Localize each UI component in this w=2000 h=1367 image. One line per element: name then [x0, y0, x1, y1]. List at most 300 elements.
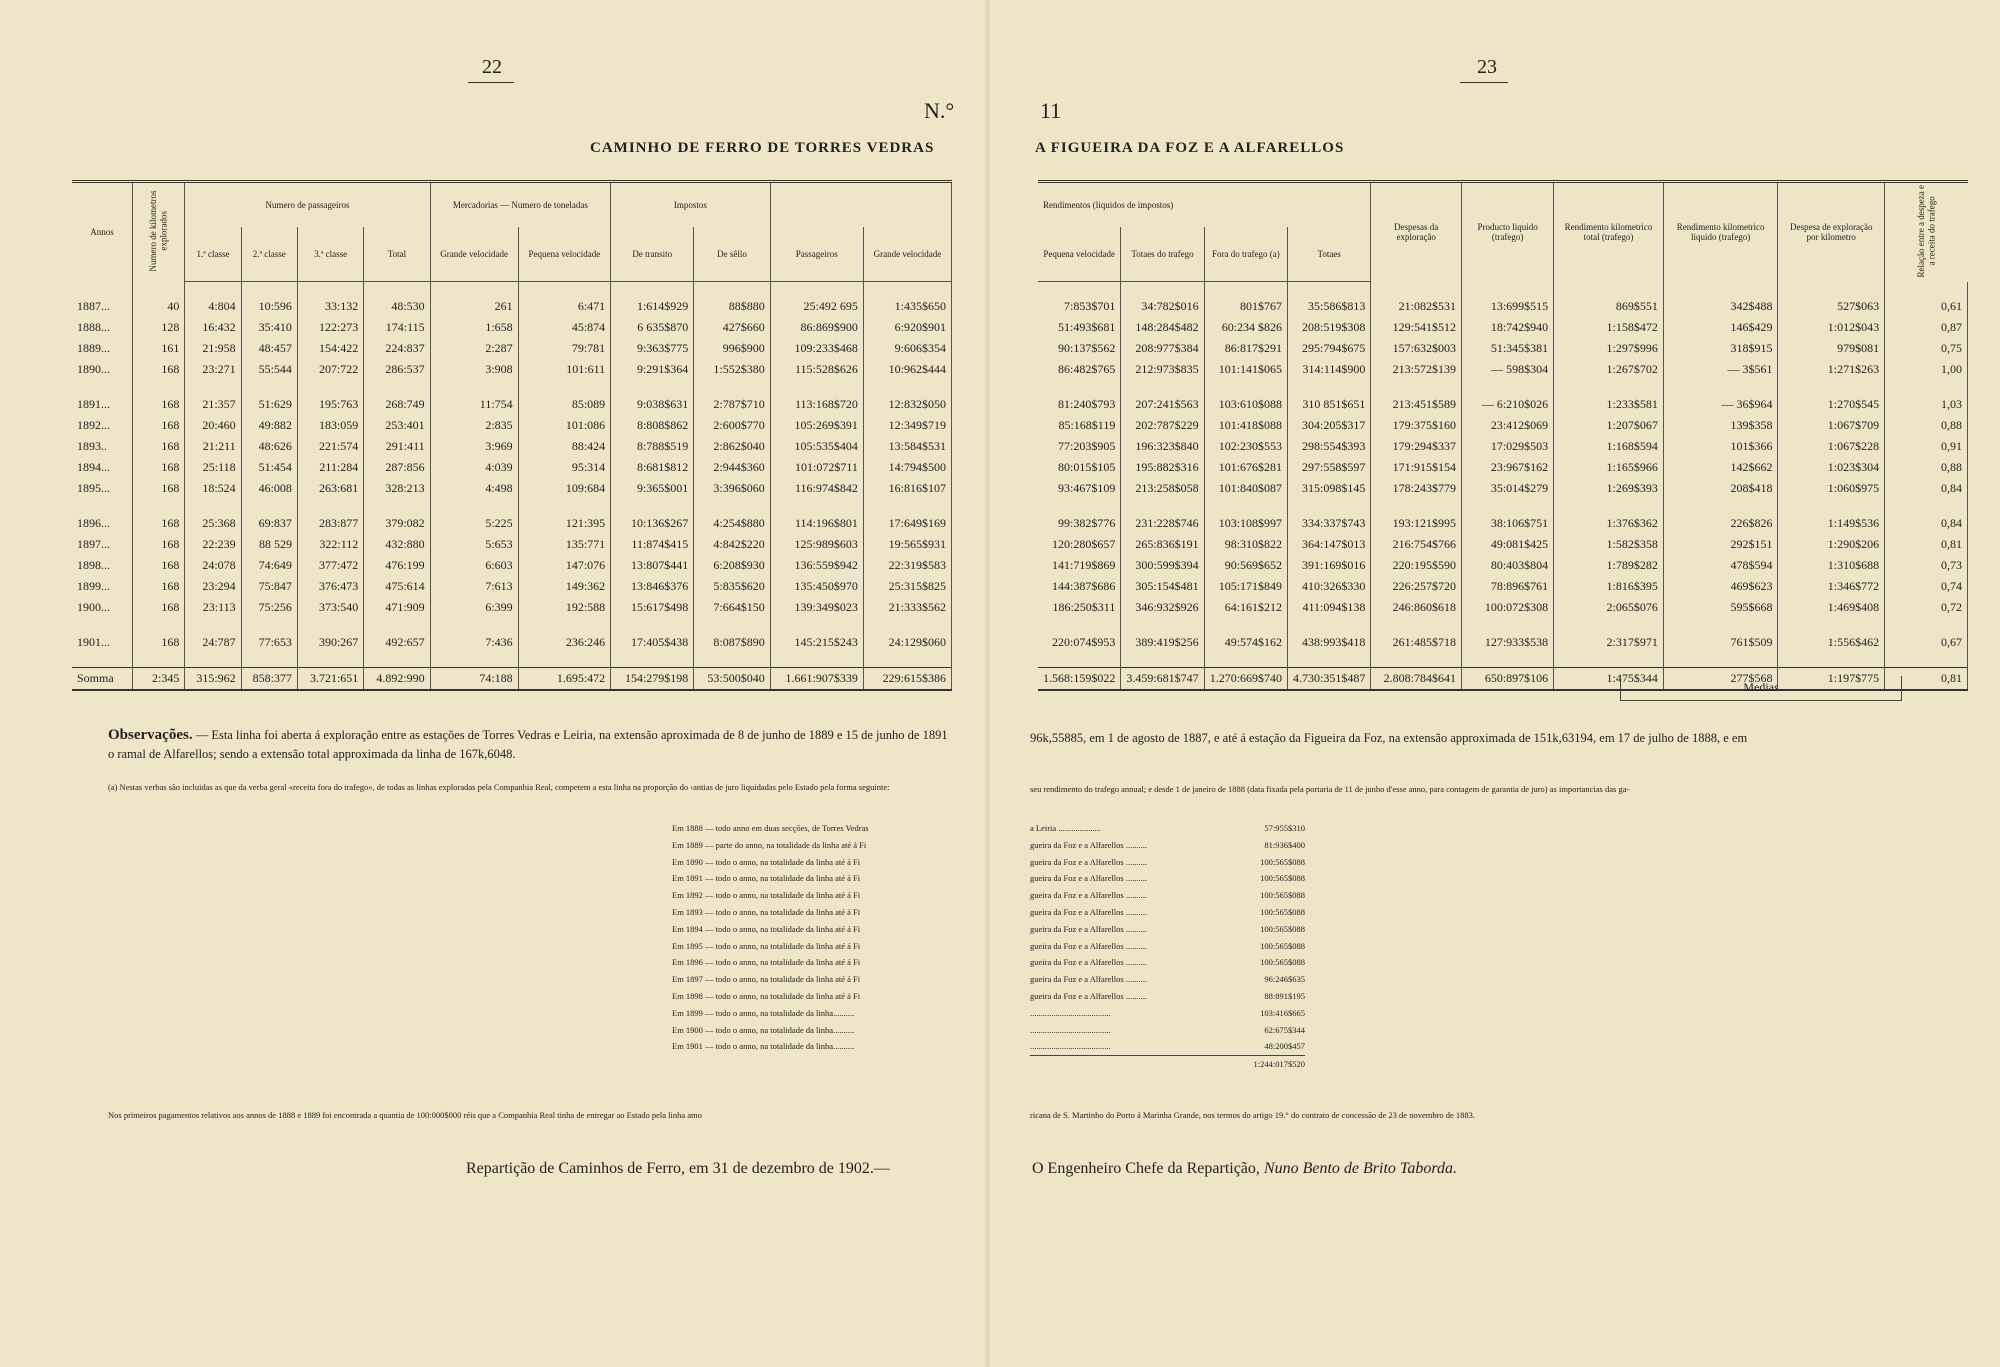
left-table-cell: 17:405$438	[611, 632, 694, 653]
right-table-cell: 93:467$109	[1038, 478, 1121, 499]
left-table-cell: 5:835$620	[694, 576, 770, 597]
left-list-item: Em 1891 — todo o anno, na totalidade da linha até á Fi	[672, 873, 861, 884]
right-table-cell: 0,61	[1885, 296, 1968, 317]
header-classe1: 1.ª classe	[185, 227, 241, 282]
right-table-cell: 120:280$657	[1038, 534, 1121, 555]
left-table-cell: 4:254$880	[694, 513, 770, 534]
header-km: Numero de kilometros explorados	[133, 182, 185, 282]
left-table-cell: 149:362	[518, 576, 610, 597]
left-table-cell: 115:528$626	[770, 359, 863, 380]
left-table-sum-cell: 1.661:907$339	[770, 668, 863, 691]
right-table-cell: 34:782$016	[1121, 296, 1204, 317]
right-table-cell: 213:258$058	[1121, 478, 1204, 499]
right-table-cell: 17:029$503	[1462, 436, 1554, 457]
header-anos: Annos	[72, 182, 133, 282]
right-list-item	[1030, 938, 1305, 955]
right-table-cell: 21:082$531	[1371, 296, 1462, 317]
right-list-value: 96:246$635	[1264, 974, 1305, 985]
right-table-cell: 0,84	[1885, 513, 1968, 534]
right-table-cell: 144:387$686	[1038, 576, 1121, 597]
left-table-cell: 168	[133, 576, 185, 597]
left-table-row	[72, 478, 952, 499]
right-table-cell: 869$551	[1554, 296, 1664, 317]
left-table-row	[72, 632, 952, 653]
left-table-cell: 21:958	[185, 338, 241, 359]
left-table-cell: 101:611	[518, 359, 610, 380]
right-table-cell: 979$081	[1778, 338, 1885, 359]
left-table-cell: 122:273	[297, 317, 363, 338]
left-table-cell: 9:606$354	[863, 338, 951, 359]
right-table-cell: 193:121$995	[1371, 513, 1462, 534]
left-table-cell: 6:399	[430, 597, 518, 618]
left-table-cell: 101:086	[518, 415, 610, 436]
right-table-row	[1038, 597, 1968, 618]
right-table-cell: 81:240$793	[1038, 394, 1121, 415]
right-table-cell: 1:165$966	[1554, 457, 1664, 478]
left-table-cell: 139:349$023	[770, 597, 863, 618]
left-table-cell: 161	[133, 338, 185, 359]
left-table-cell: 116:974$842	[770, 478, 863, 499]
left-table-cell: 109:233$468	[770, 338, 863, 359]
left-table-sum-cell: 4.892:990	[364, 668, 430, 691]
footer-right	[1032, 1160, 1457, 1178]
left-table-cell: 105:269$391	[770, 415, 863, 436]
left-table-row	[72, 534, 952, 555]
header-transito: De transito	[611, 227, 694, 282]
left-table-cell: 121:395	[518, 513, 610, 534]
header-pequena-right: Pequena velocidade	[1038, 227, 1121, 282]
right-table-cell: 761$509	[1663, 632, 1778, 653]
left-table-cell: 2:944$360	[694, 457, 770, 478]
right-table-cell: 101:141$065	[1204, 359, 1287, 380]
right-list-item	[1030, 954, 1305, 971]
left-table-cell: 328:213	[364, 478, 430, 499]
observations-continued: 96k,55885, em 1 de agosto de 1887, e até á estação da Figueira da Foz, na extensão approximada de 151k,63194, em 17 de julho de 1888, e em	[1030, 731, 1748, 745]
left-table-cell: 21:211	[185, 436, 241, 457]
left-table-cell: 390:267	[297, 632, 363, 653]
header-impostos: Impostos	[611, 182, 771, 228]
right-table-cell: 246:860$618	[1371, 597, 1462, 618]
right-table-cell: 364:147$013	[1288, 534, 1371, 555]
right-list-item	[1030, 971, 1305, 988]
left-table-cell: 48:626	[241, 436, 297, 457]
right-table-cell: 195:882$316	[1121, 457, 1204, 478]
right-table-cell: 226:257$720	[1371, 576, 1462, 597]
right-table-cell: 1:168$594	[1554, 436, 1664, 457]
left-table-cell: 25:368	[185, 513, 241, 534]
right-table-cell: 1,00	[1885, 359, 1968, 380]
left-list-item: Em 1894 — todo o anno, na totalidade da linha até á Fi	[672, 923, 861, 934]
left-table-cell: 427$660	[694, 317, 770, 338]
right-list-value: 100:565$088	[1260, 890, 1305, 901]
left-table-cell: 24:787	[185, 632, 241, 653]
left-table-cell: 2:600$770	[694, 415, 770, 436]
right-table-cell: 315:098$145	[1288, 478, 1371, 499]
left-table-cell: 18:524	[185, 478, 241, 499]
title-left: CAMINHO DE FERRO DE TORRES VEDRAS	[590, 140, 935, 156]
left-table-cell: 471:909	[364, 597, 430, 618]
right-table-cell: 13:699$515	[1462, 296, 1554, 317]
left-table-cell: 168	[133, 359, 185, 380]
left-table-sum-cell: 53:500$040	[694, 668, 770, 691]
left-table-cell: 183:059	[297, 415, 363, 436]
page-number-underline	[468, 82, 514, 83]
left-list-item: Em 1898 — todo o anno, na totalidade da linha até á Fi	[672, 990, 861, 1001]
left-table-cell: 22:239	[185, 534, 241, 555]
right-table-cell: 212:973$835	[1121, 359, 1204, 380]
right-table-cell: 314:114$900	[1288, 359, 1371, 380]
left-table-cell: 125:989$603	[770, 534, 863, 555]
right-table-cell: 801$767	[1204, 296, 1287, 317]
right-table-cell: 103:610$088	[1204, 394, 1287, 415]
left-table-cell: 135:771	[518, 534, 610, 555]
right-table-row	[1038, 457, 1968, 478]
right-table-row	[1038, 478, 1968, 499]
left-table-cell: 168	[133, 457, 185, 478]
right-table-cell: 18:742$940	[1462, 317, 1554, 338]
left-table-cell: 8:808$862	[611, 415, 694, 436]
right-table-cell: 23:967$162	[1462, 457, 1554, 478]
right-table-cell: 86:817$291	[1204, 338, 1287, 359]
left-table-row	[72, 513, 952, 534]
left-table-cell: 24:129$060	[863, 632, 951, 653]
right-table-cell: 231:228$746	[1121, 513, 1204, 534]
left-table-row	[72, 296, 952, 317]
right-table-cell: 216:754$766	[1371, 534, 1462, 555]
right-list-value: 81:936$400	[1264, 839, 1305, 850]
right-table-cell: 129:541$512	[1371, 317, 1462, 338]
right-list-item	[1030, 887, 1305, 904]
right-table-cell: 0,75	[1885, 338, 1968, 359]
right-table-cell: 0,87	[1885, 317, 1968, 338]
left-table-cell: 13:584$531	[863, 436, 951, 457]
right-table-row	[1038, 317, 1968, 338]
number-sign: N.°	[924, 98, 955, 123]
left-table-cell: 168	[133, 555, 185, 576]
left-table-cell: 13:846$376	[611, 576, 694, 597]
page-number-right: 23	[1477, 56, 1497, 78]
right-table-cell: 1:233$581	[1554, 394, 1664, 415]
right-table-cell: 334:337$743	[1288, 513, 1371, 534]
left-table-cell: 17:649$169	[863, 513, 951, 534]
left-list-item: Em 1893 — todo o anno, na totalidade da linha até á Fi	[672, 906, 861, 917]
right-table-cell: 196:323$840	[1121, 436, 1204, 457]
right-table-cell: 298:554$393	[1288, 436, 1371, 457]
right-list-item	[1030, 921, 1305, 938]
left-table-body	[72, 282, 952, 691]
left-table-cell: 1:658	[430, 317, 518, 338]
left-table-cell: 15:617$498	[611, 597, 694, 618]
right-table-cell: 49:574$162	[1204, 632, 1287, 653]
header-passengers: Numero de passageiros	[185, 182, 430, 228]
left-table-cell: 85:089	[518, 394, 610, 415]
left-table-cell: 45:874	[518, 317, 610, 338]
right-table-cell: 171:915$154	[1371, 457, 1462, 478]
right-table-cell: 310 851$651	[1288, 394, 1371, 415]
left-table-cell: 1897...	[72, 534, 133, 555]
right-table-cell: 208$418	[1663, 478, 1778, 499]
left-table-sum-cell: 3.721:651	[297, 668, 363, 691]
right-table-cell: 35:586$813	[1288, 296, 1371, 317]
right-table-cell: 80:403$804	[1462, 555, 1554, 576]
right-table-row	[1038, 394, 1968, 415]
medias-label: Medias	[1620, 676, 1902, 701]
right-list-item	[1030, 870, 1305, 887]
page-number-underline-right	[1460, 82, 1508, 83]
left-table-cell: 9:365$001	[611, 478, 694, 499]
right-table-cell: 90:569$652	[1204, 555, 1287, 576]
left-table-cell: 475:614	[364, 576, 430, 597]
right-table-cell: 1,03	[1885, 394, 1968, 415]
left-table-cell: 221:574	[297, 436, 363, 457]
right-table-cell: 0,88	[1885, 415, 1968, 436]
right-list-label: ......................................	[1030, 1041, 1111, 1052]
right-table-cell: 23:412$069	[1462, 415, 1554, 436]
header-relacao: Relação entre a despeza e a receita do trafego	[1915, 184, 1937, 278]
left-table-cell: 25:315$825	[863, 576, 951, 597]
left-table-cell: 136:559$942	[770, 555, 863, 576]
left-table-cell: 20:460	[185, 415, 241, 436]
left-table-cell: 51:454	[241, 457, 297, 478]
left-table-cell: 74:649	[241, 555, 297, 576]
right-table-row	[1038, 296, 1968, 317]
left-table-row	[72, 457, 952, 478]
left-table-cell: 86:869$900	[770, 317, 863, 338]
note-a: (a) Nestas verbas são incluidas as que da verba geral «receita fora do trafego», de todas as linhas exploradas pela Companhia Real, competem a esta linha na proporção do ›antias de juro liquidadas pelo Estado pela forma seguinte:	[108, 782, 890, 792]
header-passageiros: Passageiros	[770, 227, 863, 282]
left-table-cell: 113:168$720	[770, 394, 863, 415]
title-right: A FIGUEIRA DA FOZ E A ALFARELLOS	[1035, 140, 1345, 156]
right-table-cell: 1:290$206	[1778, 534, 1885, 555]
right-table-cell: 157:632$003	[1371, 338, 1462, 359]
right-table-row	[1038, 513, 1968, 534]
right-table-cell: 389:419$256	[1121, 632, 1204, 653]
right-list-label: gueira da Foz e a Alfarellos ..........	[1030, 890, 1148, 901]
left-table-cell: 25:492 695	[770, 296, 863, 317]
right-list-item	[1030, 854, 1305, 871]
right-table-cell: — 3$561	[1663, 359, 1778, 380]
row-gap	[72, 618, 952, 632]
right-table-cell: 186:250$311	[1038, 597, 1121, 618]
left-table-cell: 3:396$060	[694, 478, 770, 499]
right-list-label: gueira da Foz e a Alfarellos ..........	[1030, 856, 1148, 867]
left-table-cell: 6:471	[518, 296, 610, 317]
left-table-cell: 2:287	[430, 338, 518, 359]
right-table-cell: 1:267$702	[1554, 359, 1664, 380]
left-list-item: Em 1900 — todo o anno, na totalidade da linha..........	[672, 1024, 855, 1035]
right-list-total: 1:244:017$520	[1030, 1055, 1305, 1073]
right-table-cell: 101$366	[1663, 436, 1778, 457]
right-list-item	[1030, 837, 1305, 854]
left-table-cell: 13:807$441	[611, 555, 694, 576]
right-table-cell: 178:243$779	[1371, 478, 1462, 499]
right-table-row	[1038, 338, 1968, 359]
left-table-cell: 1892...	[72, 415, 133, 436]
right-list-item	[1030, 1038, 1305, 1055]
left-table-cell: 2:787$710	[694, 394, 770, 415]
bottom-note-right: ricana de S. Martinho do Porto á Marinha Grande, nos termos do artigo 19.° do contrato de concessão de 23 de novembro de 1883.	[1030, 1110, 1476, 1120]
right-table-cell: 261:485$718	[1371, 632, 1462, 653]
left-table-cell: 12:832$050	[863, 394, 951, 415]
left-table-cell: 88$880	[694, 296, 770, 317]
right-table-row	[1038, 534, 1968, 555]
right-table-cell: — 6:210$026	[1462, 394, 1554, 415]
right-table-cell: 213:572$139	[1371, 359, 1462, 380]
right-page	[990, 0, 2000, 1367]
right-table-cell: 38:106$751	[1462, 513, 1554, 534]
left-table-cell: 135:450$970	[770, 576, 863, 597]
row-gap	[72, 653, 952, 668]
right-table-cell: 105:171$849	[1204, 576, 1287, 597]
left-table-cell: 109:684	[518, 478, 610, 499]
right-table-cell: 103:108$997	[1204, 513, 1287, 534]
right-table-cell: 1:789$282	[1554, 555, 1664, 576]
right-table-cell: 295:794$675	[1288, 338, 1371, 359]
right-table-cell: 1:060$975	[1778, 478, 1885, 499]
left-table-row	[72, 317, 952, 338]
header-rend-km-total: Rendimento kilometrico total (trafego)	[1554, 182, 1664, 282]
right-table-cell: 1:207$067	[1554, 415, 1664, 436]
left-table-sum-cell: Somma	[72, 668, 133, 691]
right-table-cell: 0,91	[1885, 436, 1968, 457]
left-table-cell: 5:225	[430, 513, 518, 534]
left-table-cell: 11:874$415	[611, 534, 694, 555]
footer-signature: Nuno Bento de Brito Taborda.	[1263, 1160, 1457, 1177]
right-list-label: gueira da Foz e a Alfarellos ..........	[1030, 940, 1148, 951]
right-table-cell: 127:933$538	[1462, 632, 1554, 653]
right-list-value: 88:891$195	[1264, 990, 1305, 1001]
left-table-row	[72, 597, 952, 618]
header-mercadorias: Mercadorias — Numero de toneladas	[430, 182, 611, 228]
header-producto: Producto liquido (trafego)	[1462, 182, 1554, 282]
right-table-cell: 85:168$119	[1038, 415, 1121, 436]
observations-text: — Esta linha foi aberta á exploração entre as estações de Torres Vedras e Leiria, na extensão aproximada de 8 de junho de 1889 e 15 de junho de 1891 o ramal de Alfarellos; sendo a extensão total approximada da linha de 167k,6048.	[108, 728, 948, 761]
right-list-value: 100:565$088	[1260, 856, 1305, 867]
left-list-item: Em 1888 — todo anno em duas secções, de Torres Vedras	[672, 823, 869, 833]
right-table-cell: 1:310$688	[1778, 555, 1885, 576]
left-table-cell: 1901...	[72, 632, 133, 653]
left-table-cell: 23:271	[185, 359, 241, 380]
left-table-sum-cell: 229:615$386	[863, 668, 951, 691]
left-table-cell: 7:436	[430, 632, 518, 653]
left-table-cell: 2:835	[430, 415, 518, 436]
left-table-cell: 492:657	[364, 632, 430, 653]
right-table-cell: 226$826	[1663, 513, 1778, 534]
left-table-cell: 1:435$650	[863, 296, 951, 317]
left-table	[72, 180, 952, 691]
right-table-cell: 142$662	[1663, 457, 1778, 478]
left-table-cell: 376:473	[297, 576, 363, 597]
header-classe2: 2.ª classe	[241, 227, 297, 282]
row-gap	[72, 380, 952, 394]
left-table-sum-row	[72, 668, 952, 691]
left-table-cell: 4:842$220	[694, 534, 770, 555]
row-gap	[1038, 618, 1968, 632]
left-table-cell: 432:880	[364, 534, 430, 555]
left-table-cell: 11:754	[430, 394, 518, 415]
row-gap	[72, 499, 952, 513]
right-table-cell: 220:195$590	[1371, 555, 1462, 576]
left-table-cell: 168	[133, 597, 185, 618]
left-table-cell: 49:882	[241, 415, 297, 436]
left-table-sum-cell: 1.695:472	[518, 668, 610, 691]
right-table-cell: 1:297$996	[1554, 338, 1664, 359]
left-table-cell: 8:087$890	[694, 632, 770, 653]
right-list-value: 103:416$665	[1260, 1007, 1305, 1018]
left-table-cell: 253:401	[364, 415, 430, 436]
right-table-cell: 1:270$545	[1778, 394, 1885, 415]
left-table-cell: 7:664$150	[694, 597, 770, 618]
left-table-row	[72, 394, 952, 415]
left-table-cell: 9:038$631	[611, 394, 694, 415]
left-list-item: Em 1901 — todo o anno, na totalidade da linha..........	[672, 1041, 855, 1052]
left-table-cell: 6:603	[430, 555, 518, 576]
left-list-item: Em 1897 — todo o anno, na totalidade da linha até á Fi	[672, 974, 861, 985]
left-table-cell: 24:078	[185, 555, 241, 576]
right-table-cell: 595$668	[1663, 597, 1778, 618]
right-table-cell: 101:418$088	[1204, 415, 1287, 436]
right-table-cell: 0,73	[1885, 555, 1968, 576]
right-table-cell: 86:482$765	[1038, 359, 1121, 380]
right-table-cell: 202:787$229	[1121, 415, 1204, 436]
right-table-cell: 77:203$905	[1038, 436, 1121, 457]
row-gap	[1038, 653, 1968, 668]
right-table-cell: 1:023$304	[1778, 457, 1885, 478]
right-table-row	[1038, 415, 1968, 436]
left-table-cell: 1896...	[72, 513, 133, 534]
right-table-cell: 1:346$772	[1778, 576, 1885, 597]
right-table-row	[1038, 555, 1968, 576]
right-table-cell: 49:081$425	[1462, 534, 1554, 555]
header-totaes: Totaes	[1288, 227, 1371, 282]
left-table-cell: 88:424	[518, 436, 610, 457]
left-table-cell: 224:837	[364, 338, 430, 359]
right-table-cell: 146$429	[1663, 317, 1778, 338]
left-table-cell: 46:008	[241, 478, 297, 499]
right-table-cell: 213:451$589	[1371, 394, 1462, 415]
left-table-cell: 1893..	[72, 436, 133, 457]
left-table-sum-cell: 315:962	[185, 668, 241, 691]
left-table-row	[72, 555, 952, 576]
right-list-label: gueira da Foz e a Alfarellos ..........	[1030, 974, 1148, 985]
right-table-cell: 318$915	[1663, 338, 1778, 359]
left-list-item: Em 1892 — todo o anno, na totalidade da linha até á Fi	[672, 890, 861, 901]
right-list-value: 62:675$344	[1264, 1024, 1305, 1035]
left-table-cell: 1888...	[72, 317, 133, 338]
right-table-cell: 304:205$317	[1288, 415, 1371, 436]
left-table-row	[72, 436, 952, 457]
right-list-label: gueira da Foz e a Alfarellos ..........	[1030, 839, 1148, 850]
left-table-cell: 377:472	[297, 555, 363, 576]
left-table-cell: 3:969	[430, 436, 518, 457]
right-table-cell: 179:294$337	[1371, 436, 1462, 457]
right-table-cell: 2:317$971	[1554, 632, 1664, 653]
right-table-cell: 346:932$926	[1121, 597, 1204, 618]
right-table-cell: 411:094$138	[1288, 597, 1371, 618]
right-table-cell: 220:074$953	[1038, 632, 1121, 653]
left-table-cell: 25:118	[185, 457, 241, 478]
left-table-cell: 1900...	[72, 597, 133, 618]
left-table-cell: 114:196$801	[770, 513, 863, 534]
right-table-sum-cell: 2.808:784$641	[1371, 668, 1462, 691]
left-table-cell: 95:314	[518, 457, 610, 478]
left-table-cell: 322:112	[297, 534, 363, 555]
right-table-cell: 35:014$279	[1462, 478, 1554, 499]
right-table-cell: 527$063	[1778, 296, 1885, 317]
left-table-cell: 1890...	[72, 359, 133, 380]
right-list-value: 100:565$088	[1260, 940, 1305, 951]
left-table-cell: 1898...	[72, 555, 133, 576]
